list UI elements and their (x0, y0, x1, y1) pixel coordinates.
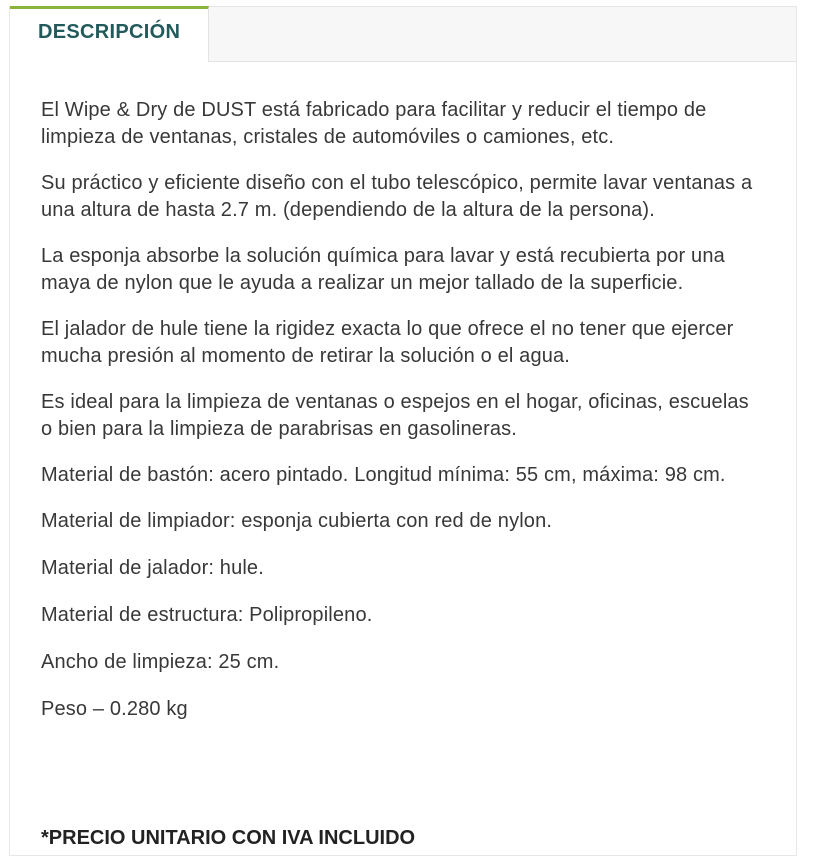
spec-peso: Peso – 0.280 kg (41, 698, 188, 720)
description-paragraph: Su práctico y eficiente diseño con el tubo telescópico, permite lavar ventanas a una altura de hasta 2.7 m. (dependiendo de la altura de la persona). (41, 172, 753, 221)
spec-estructura: Material de estructura: Polipropileno. (41, 604, 373, 626)
description-paragraph: Es ideal para la limpieza de ventanas o espejos en el hogar, oficinas, escuelas o bien para la limpieza de parabrisas en gasolineras. (41, 391, 749, 440)
spec-limpiador: Material de limpiador: esponja cubierta con red de nylon. (41, 510, 553, 532)
description-paragraph: El jalador de hule tiene la rigidez exacta lo que ofrece el no tener que ejercer mucha presión al momento de retirar la solución o el agua. (41, 318, 734, 367)
description-content (41, 97, 761, 743)
spec-jalador: Material de jalador: hule. (41, 557, 264, 579)
spec-baston: Material de bastón: acero pintado. Longitud mínima: 55 cm, máxima: 98 cm. (41, 464, 726, 486)
spec-ancho: Ancho de limpieza: 25 cm. (41, 651, 280, 673)
tab-descripcion-label: DESCRIPCIÓN (38, 21, 181, 43)
tab-descripcion[interactable] (10, 6, 209, 62)
description-paragraph: El Wipe & Dry de DUST está fabricado para facilitar y reducir el tiempo de limpieza de ventanas, cristales de automóviles o camiones, etc. (41, 99, 707, 148)
description-paragraph: La esponja absorbe la solución química para lavar y está recubierta por una maya de nylon que le ayuda a realizar un mejor tallado de la superficie. (41, 245, 725, 294)
tab-bar (10, 7, 796, 62)
price-note: *PRECIO UNITARIO CON IVA INCLUIDO (41, 827, 416, 849)
